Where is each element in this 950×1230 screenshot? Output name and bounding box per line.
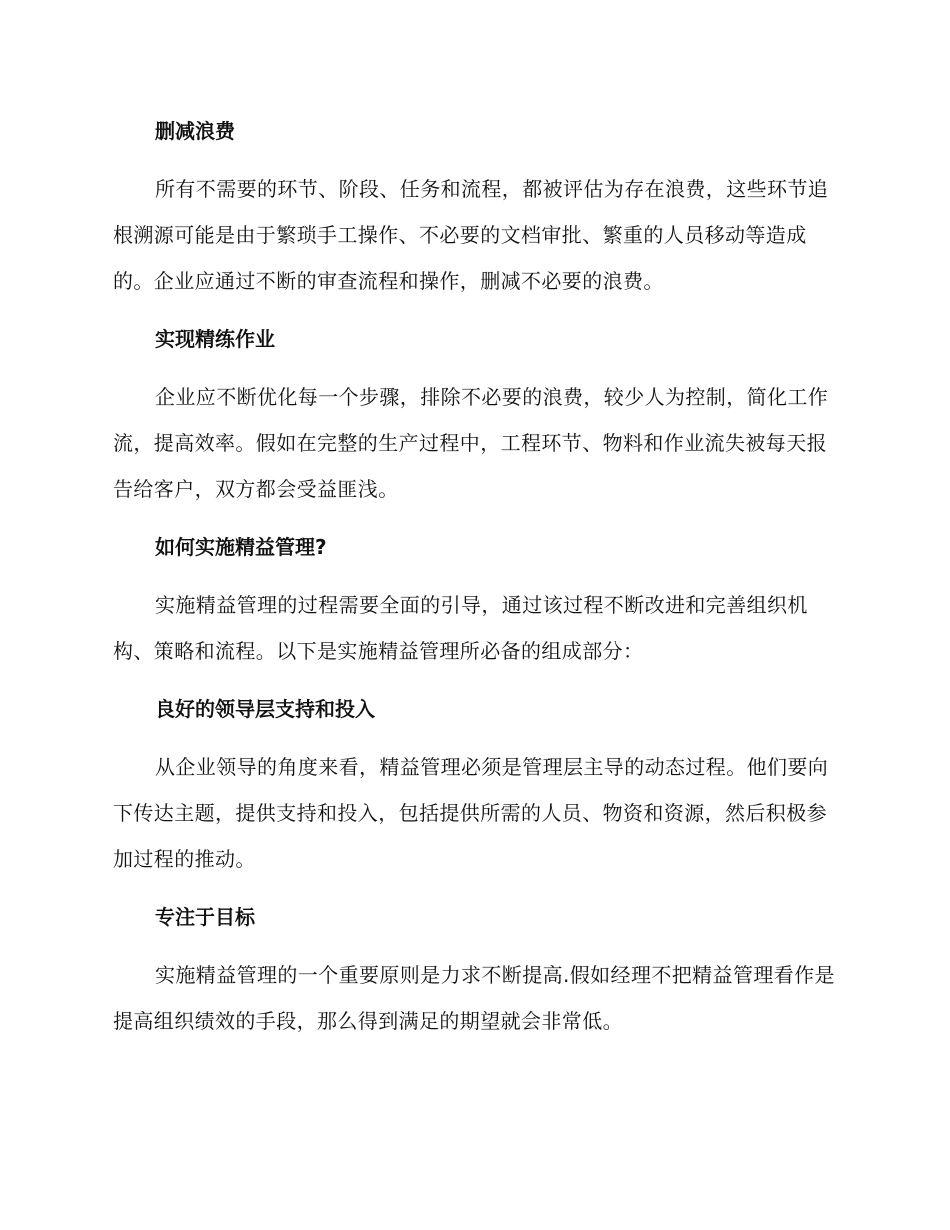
section-paragraph: 实施精益管理的一个重要原则是力求不断提高.假如经理不把精益管理看作是提高组织绩效的手段，那么得到满足的期望就会非常低。 — [113, 963, 835, 1033]
section-paragraph: 实施精益管理的过程需要全面的引导，通过该过程不断改进和完善组织机构、策略和流程。以下是实施精益管理所必备的组成部分： — [113, 593, 808, 663]
document-page — [113, 108, 835, 1056]
section-lean-operation — [113, 316, 835, 512]
section-heading: 删减浪费 — [155, 119, 235, 143]
section-heading: 如何实施精益管理? — [155, 535, 327, 559]
section-how-to-implement — [113, 524, 835, 674]
section-paragraph: 从企业领导的角度来看，精益管理必须是管理层主导的动态过程。他们要向下传达主题，提供支持和投入，包括提供所需的人员、物资和资源，然后积极参加过程的推动。 — [113, 755, 829, 871]
section-leadership-support — [113, 686, 835, 882]
section-heading: 实现精练作业 — [155, 327, 275, 351]
section-paragraph: 企业应不断优化每一个步骤，排除不必要的浪费，较少人为控制，简化工作流，提高效率。假如在完整的生产过程中，工程环节、物料和作业流失被每天报告给客户，双方都会受益匪浅。 — [113, 385, 829, 501]
section-heading: 专注于目标 — [155, 905, 255, 929]
section-paragraph: 所有不需要的环节、阶段、任务和流程，都被评估为存在浪费，这些环节追根溯源可能是由于繁琐手工操作、不必要的文档审批、繁重的人员移动等造成的。企业应通过不断的审查流程和操作，删减不必要的浪费。 — [113, 177, 829, 293]
section-cut-waste — [113, 108, 835, 304]
section-heading: 良好的领导层支持和投入 — [155, 697, 375, 721]
section-focus-on-goals — [113, 894, 835, 1044]
